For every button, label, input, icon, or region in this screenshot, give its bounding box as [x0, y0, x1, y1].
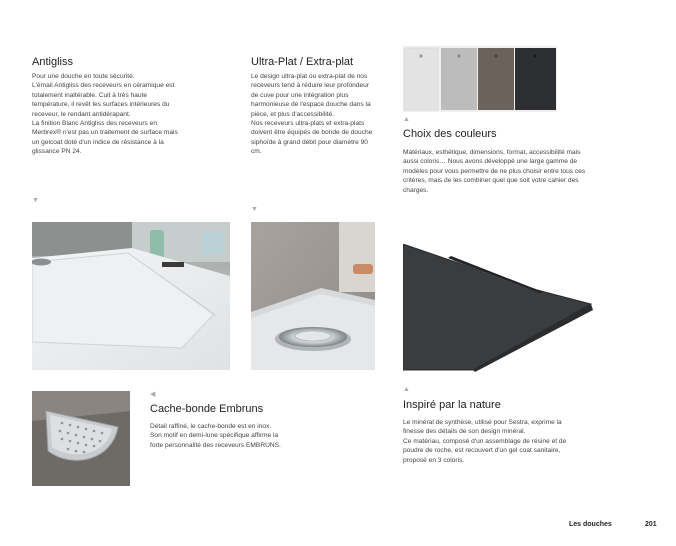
- antigliss-arrow-icon: ▼: [32, 197, 39, 204]
- color-swatches-photo: [403, 46, 557, 112]
- ultraplat-photo: [251, 222, 375, 370]
- antigliss-photo: [32, 222, 230, 370]
- page-number: 201: [645, 521, 657, 528]
- cachebonde-text: Détail raffiné, le cache-bonde est en inox. Son motif en demi-lune spécifique affirme la forte personnalité des receveurs EMBRUNS.: [150, 423, 281, 449]
- nature-text: Le minéral de synthèse, utilisé pour Sestra, exprime la finesse des détails de son design minéral. Ce matériau, composé d'un assemblage de résine et de poudre de roche, est recouvert d'un gel coat sanitaire, proposé en 3 coloris.: [403, 419, 567, 464]
- antigliss-title: Antigliss: [32, 56, 73, 68]
- dark-tray-photo: [403, 244, 593, 372]
- cachebonde-title: Cache-bonde Embruns: [150, 403, 264, 415]
- nature-arrow-icon: ▲: [403, 386, 410, 393]
- ultraplat-arrow-icon: ▼: [251, 206, 258, 213]
- cachebonde-arrow-icon: ◀: [150, 391, 156, 398]
- cache-bonde-photo: [32, 391, 130, 486]
- ultraplat-text: Le design ultra-plat ou extra-plat de nos receveurs tend à réduire leur profondeur de cuve pour une intégration plus harmonieuse de l'espace douche dans la pièce, et plus d'accessibilité. Nos receveurs ultra-plats et extra-plats doivent être équipés de bonde de douche siphoïde à grand débit pour diamètre 90 cm.: [251, 73, 373, 156]
- couleurs-title: Choix des couleurs: [403, 128, 497, 140]
- couleurs-arrow-icon: ▲: [403, 116, 410, 123]
- antigliss-text: Pour une douche en toute sécurité. L'émail Antigliss des receveurs en céramique est totalement inaltérable. Cuit à très haute température, il revêt les surfaces intérieures du receveur, le rendant antidérapant. La finition Blanc Antigliss des receveurs en Merbrex® n'est pas un traitement de surface mais un gelcoat doté d'un indice de résistance à la glissance PN 24.: [32, 73, 178, 156]
- nature-title: Inspiré par la nature: [403, 399, 501, 411]
- footer-section-label: Les douches: [569, 521, 612, 528]
- ultraplat-title: Ultra-Plat / Extra-plat: [251, 56, 354, 68]
- couleurs-text: Matériaux, esthétique, dimensions, format, accessibilité mais aussi coloris… Nous avons développé une large gamme de modèles pour vous permettre de ne plus choisir entre tous ces critères, mais de les combiner quel que soit votre cahier des charges.: [403, 149, 586, 194]
